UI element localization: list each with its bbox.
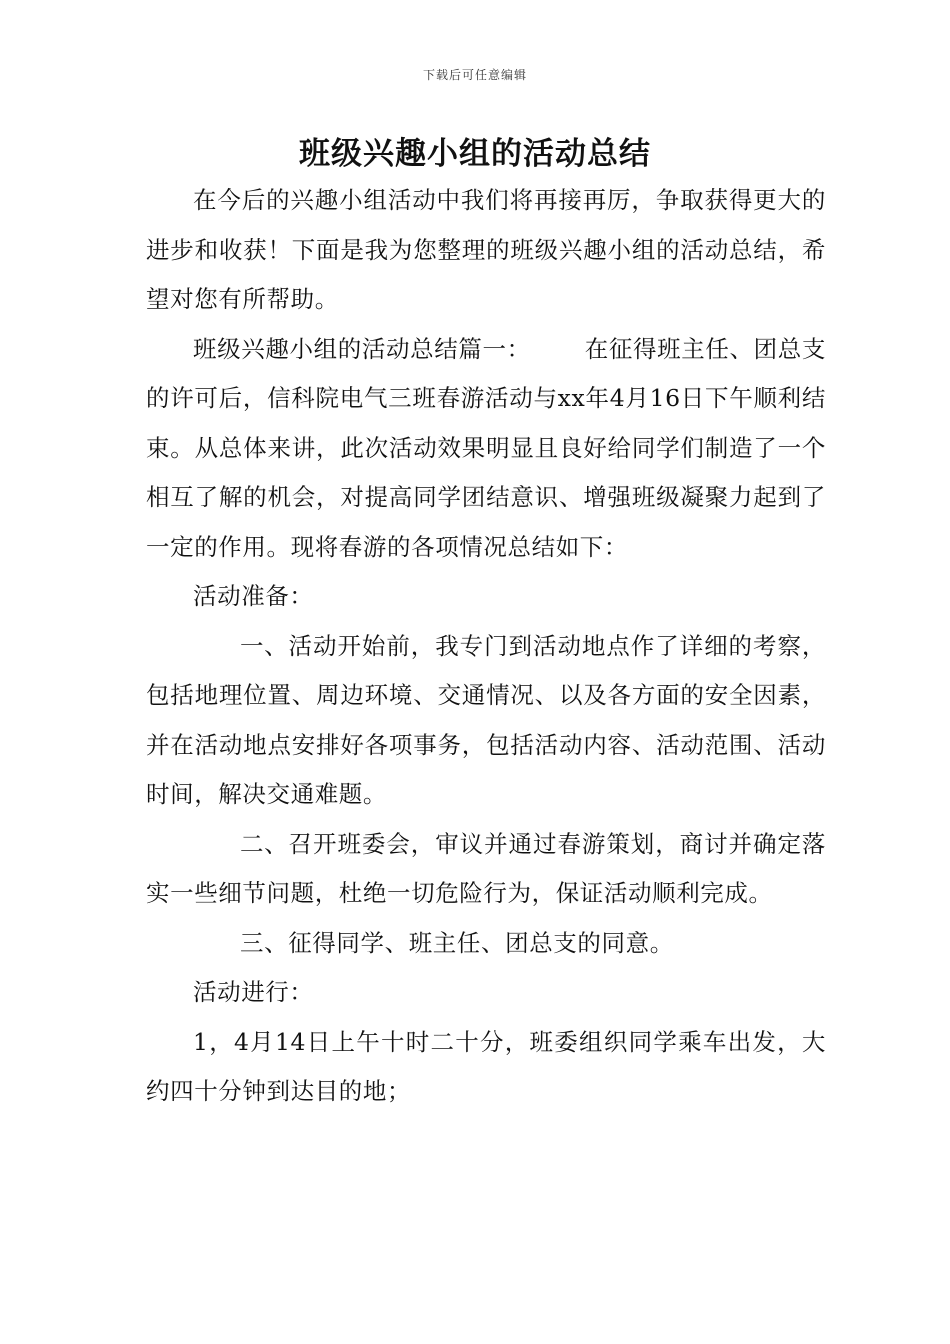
prep-item-2-label: 二、 — [240, 829, 289, 858]
prep-item-2 — [146, 820, 826, 919]
prep-item-1-text: 活动开始前，我专门到活动地点作了详细的考察，包括地理位置、周边环境、交通情况、以及各方面的安全因素，并在活动地点安排好各项事务，包括活动内容、活动范围、活动时间，解决交通难题。 — [146, 631, 826, 808]
document-body — [146, 176, 826, 1117]
prep-item-3 — [146, 919, 826, 969]
prep-heading: 活动准备： — [193, 582, 314, 610]
prep-item-1-label: 一、 — [240, 631, 289, 660]
progress-heading: 活动进行： — [193, 978, 314, 1006]
section-paragraph — [146, 325, 826, 573]
prep-item-3-text: 征得同学、班主任、团总支的同意。 — [288, 928, 674, 957]
section-heading: 班级兴趣小组的活动总结篇一： — [193, 334, 531, 363]
prep-item-1 — [146, 622, 826, 820]
document-title: 班级兴趣小组的活动总结 — [299, 136, 651, 172]
prep-item-3-label: 三、 — [240, 928, 289, 957]
prep-item-2-text: 召开班委会，审议并通过春游策划，商讨并确定落实一些细节问题，杜绝一切危险行为，保证活动顺利完成。 — [146, 829, 826, 907]
section-body: 在征得班主任、团总支的许可后，信科院电气三班春游活动与xx年4月16日下午顺利结束。从总体来讲，此次活动效果明显且良好给同学们制造了一个相互了解的机会，对提高同学团结意识、增强班级凝聚力起到了一定的作用。现将春游的各项情况总结如下： — [146, 334, 826, 561]
intro-paragraph: 在今后的兴趣小组活动中我们将再接再厉，争取获得更大的进步和收获！下面是我为您整理的班级兴趣小组的活动总结，希望对您有所帮助。 — [146, 186, 826, 313]
header-note: 下载后可任意编辑 — [422, 68, 527, 82]
progress-item-1: 1，4月14日上午十时二十分，班委组织同学乘车出发，大约四十分钟到达目的地； — [146, 1027, 826, 1105]
